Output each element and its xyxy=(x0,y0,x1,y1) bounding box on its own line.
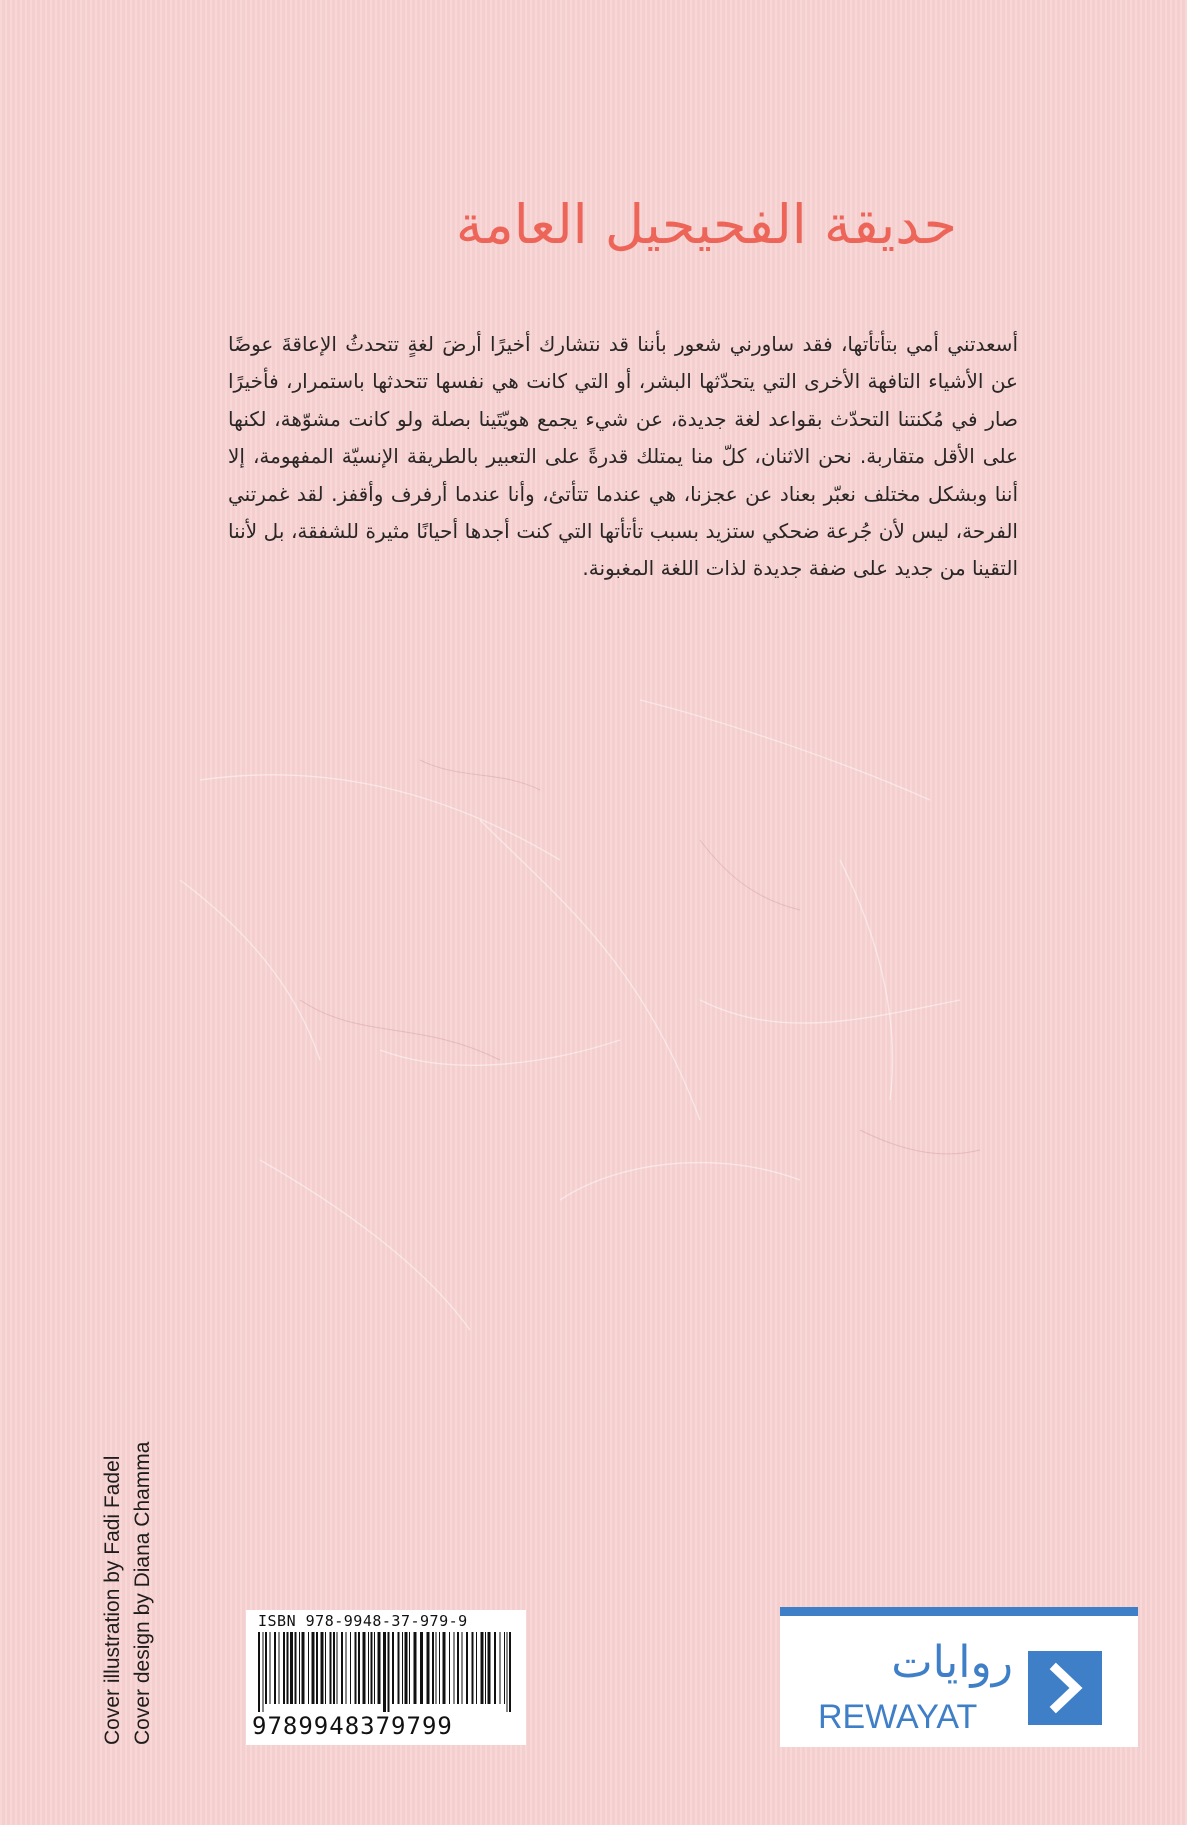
barcode-bar xyxy=(383,1632,386,1712)
cover-credits xyxy=(98,1305,158,1745)
barcode-bar xyxy=(279,1632,280,1704)
barcode-bar xyxy=(330,1632,332,1704)
barcode-bar xyxy=(432,1632,434,1704)
barcode-bar xyxy=(371,1632,373,1704)
barcode-bar xyxy=(368,1632,369,1704)
publisher-logo-box xyxy=(780,1607,1138,1747)
barcode-bar xyxy=(494,1632,496,1704)
barcode-bar xyxy=(427,1632,430,1704)
barcode-bar xyxy=(392,1632,394,1704)
barcode-bar xyxy=(374,1632,375,1704)
barcode-bar xyxy=(462,1632,463,1704)
barcode-bar xyxy=(287,1632,289,1704)
barcode-bar xyxy=(449,1632,450,1704)
barcode-bar xyxy=(333,1632,335,1704)
barcode-bar xyxy=(405,1632,408,1704)
barcode-bar xyxy=(409,1632,410,1704)
barcode-bar xyxy=(466,1632,468,1704)
barcode-bar xyxy=(436,1632,437,1704)
barcode-bar xyxy=(509,1632,511,1712)
barcode-bar xyxy=(346,1632,347,1704)
barcode-bar xyxy=(295,1632,297,1704)
publisher-accent-bar xyxy=(780,1607,1138,1616)
barcode-bar xyxy=(488,1632,491,1704)
barcode-bar xyxy=(454,1632,455,1704)
publisher-name-arabic: روايات xyxy=(891,1637,1013,1688)
barcode-bar xyxy=(485,1632,486,1704)
publisher-name-latin: REWAYAT xyxy=(818,1698,978,1736)
barcode-bar xyxy=(299,1632,300,1704)
barcode-bar xyxy=(283,1632,285,1704)
barcode-bar xyxy=(321,1632,324,1704)
barcode-bar xyxy=(439,1632,440,1704)
barcode-bar xyxy=(500,1632,501,1704)
barcode-bar xyxy=(325,1632,326,1704)
barcode-bar xyxy=(504,1632,505,1704)
barcode-bar xyxy=(308,1632,309,1704)
back-cover-blurb: أسعدتني أمي بتأتأتها، فقد ساورني شعور بأننا قد نتشارك أخيرًا أرضَ لغةٍ تتحدثُ الإعاقةَ عوضًا عن الأشياء التافهة الأخرى التي يتحدّثها البشر، أو التي كانت هي نفسها تتحدثها باستمرار، فأخيرًا صار في مُكنتنا التحدّث بقواعد لغة جديدة، عن شيء يجمع هويّتَينا بصلة ولو كانت مشوّهة، لكنها على الأقل متقاربة. نحن الاثنان، كلّ منا يمتلك قدرةً على التعبير بالطريقة الإنسيّة المفهومة، إلا أننا وبشكل مختلف نعبّر بعناد عن عجزنا، هي عندما تتأتئ، وأنا عندما أرفرف وأقفز. لقد غمرتني الفرحة، ليس لأن جُرعة ضحكي ستزيد بسبب تأتأتها التي كنت أجدها أحيانًا مثيرة للشفقة، بل لأننا التقينا من جديد على ضفة جديدة لذات اللغة المغبونة. xyxy=(228,332,1018,581)
barcode-bar xyxy=(481,1632,484,1704)
barcode-bar xyxy=(420,1632,423,1704)
barcode-bar xyxy=(457,1632,459,1704)
book-title: حديقة الفحيحيل العامة xyxy=(455,193,957,256)
barcode-bar xyxy=(274,1632,276,1704)
isbn-label: ISBN 978-9948-37-979-9 xyxy=(258,1612,468,1630)
barcode-digits: 9789948379799 xyxy=(252,1712,453,1740)
barcode-bar xyxy=(270,1632,271,1704)
barcode-bar xyxy=(350,1632,351,1704)
barcode-bar xyxy=(443,1632,446,1704)
barcode-bar xyxy=(265,1632,267,1704)
barcode-bar xyxy=(398,1632,400,1704)
illustration-credit: Cover illustration by Fadi Fadel xyxy=(101,1455,124,1745)
barcode-bar xyxy=(290,1632,293,1704)
barcode-bar xyxy=(337,1632,338,1704)
barcode-bar xyxy=(258,1632,260,1712)
barcode-bar xyxy=(316,1632,318,1704)
barcode-bar xyxy=(312,1632,315,1704)
barcode-bar xyxy=(355,1632,357,1704)
barcode-bar xyxy=(263,1632,264,1712)
barcode-bar xyxy=(341,1632,343,1704)
barcode-bar xyxy=(472,1632,474,1704)
barcode-bar xyxy=(476,1632,477,1704)
chevron-right-icon xyxy=(1028,1651,1102,1725)
barcode-bar xyxy=(358,1632,360,1704)
barcode-bar xyxy=(507,1632,508,1712)
barcode-bar xyxy=(378,1632,381,1704)
barcode-bar xyxy=(402,1632,403,1704)
barcode-bar xyxy=(388,1632,390,1712)
barcode-bar xyxy=(302,1632,305,1704)
isbn-barcode xyxy=(246,1610,526,1745)
barcode-bar xyxy=(363,1632,366,1704)
barcode-bars xyxy=(256,1632,516,1712)
design-credit: Cover design by Diana Chamma xyxy=(131,1441,154,1745)
barcode-bar xyxy=(414,1632,417,1704)
